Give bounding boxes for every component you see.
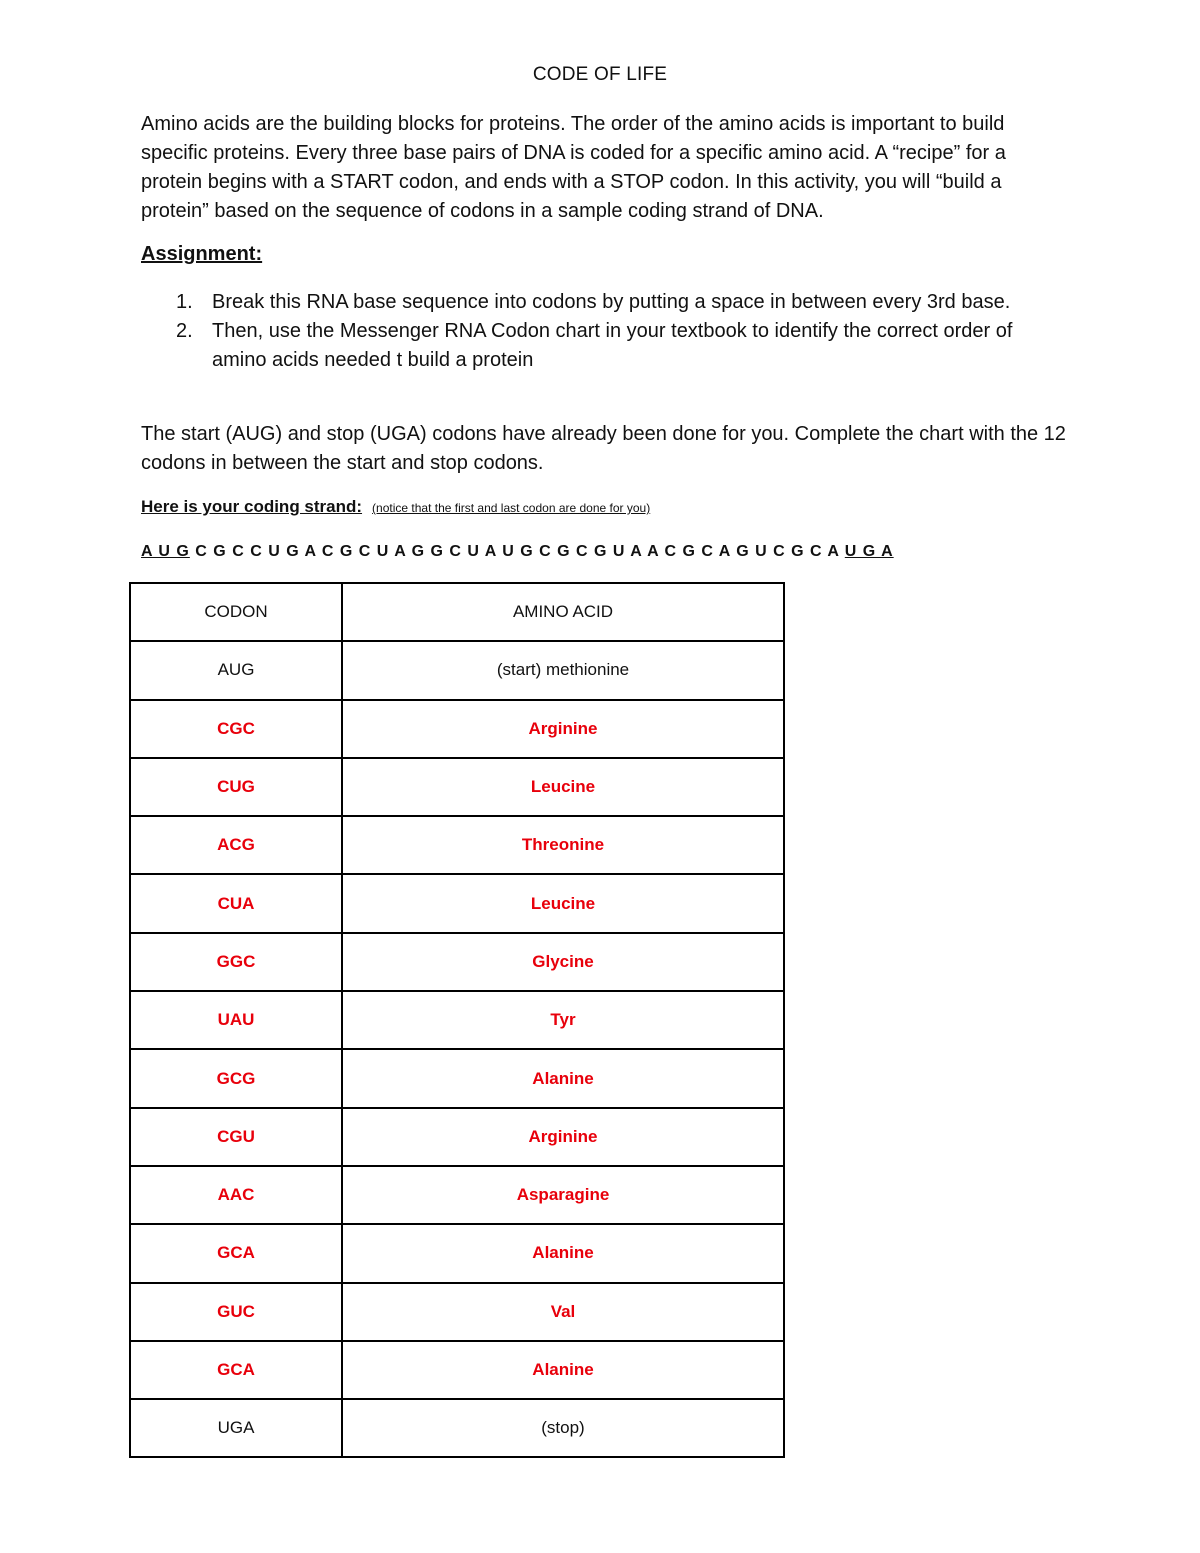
codon-cell: GCA bbox=[130, 1224, 342, 1282]
amino-acid-cell: (stop) bbox=[342, 1399, 784, 1457]
amino-acid-header: AMINO ACID bbox=[342, 583, 784, 641]
codon-cell: UAU bbox=[130, 991, 342, 1049]
amino-acid-cell: Leucine bbox=[342, 758, 784, 816]
codon-cell: AUG bbox=[130, 641, 342, 699]
assignment-steps bbox=[141, 288, 1071, 375]
codon-table bbox=[129, 582, 785, 1458]
step-text: Break this RNA base sequence into codons by putting a space in between every 3rd base. bbox=[212, 291, 1011, 313]
start-codon-bases: A U G bbox=[141, 543, 190, 560]
step-number: 2. bbox=[176, 320, 193, 342]
amino-acid-cell: Alanine bbox=[342, 1049, 784, 1107]
amino-acid-cell: (start) methionine bbox=[342, 641, 784, 699]
amino-acid-cell: Val bbox=[342, 1283, 784, 1341]
amino-acid-cell: Glycine bbox=[342, 933, 784, 991]
amino-acid-cell: Arginine bbox=[342, 1108, 784, 1166]
intro-paragraph: Amino acids are the building blocks for proteins. The order of the amino acids is important to build specific proteins. Every three base pairs of DNA is coded for a specific amino acid. A “recipe” for a protein begins with a START codon, and ends with a STOP codon. In this activity, you will “build a protein” based on the sequence of codons in a sample coding strand of DNA. bbox=[141, 113, 1006, 222]
step-item bbox=[141, 288, 1071, 317]
amino-acid-cell: Arginine bbox=[342, 700, 784, 758]
table-row bbox=[130, 758, 784, 816]
codon-cell: GCG bbox=[130, 1049, 342, 1107]
table-row bbox=[130, 991, 784, 1049]
table-row bbox=[130, 1166, 784, 1224]
step-text: Then, use the Messenger RNA Codon chart in your textbook to identify the correct order of amino acids needed t build a protein bbox=[212, 320, 1013, 371]
table-row bbox=[130, 700, 784, 758]
strand-heading-label: Here is your coding strand: bbox=[141, 497, 363, 516]
codon-cell: GCA bbox=[130, 1341, 342, 1399]
table-header-row bbox=[130, 583, 784, 641]
codon-cell: CUA bbox=[130, 874, 342, 932]
codon-cell: CUG bbox=[130, 758, 342, 816]
table-row bbox=[130, 1399, 784, 1457]
amino-acid-cell: Tyr bbox=[342, 991, 784, 1049]
codon-cell: GGC bbox=[130, 933, 342, 991]
codon-cell: UGA bbox=[130, 1399, 342, 1457]
instructions-note: The start (AUG) and stop (UGA) codons have already been done for you. Complete the chart with the 12 codons in between the start and stop codons. bbox=[141, 423, 1066, 474]
strand-hint: (notice that the first and last codon are done for you) bbox=[372, 501, 651, 515]
table-row bbox=[130, 1049, 784, 1107]
step-item bbox=[141, 317, 1071, 375]
codon-cell: GUC bbox=[130, 1283, 342, 1341]
table-row bbox=[130, 933, 784, 991]
codon-cell: CGC bbox=[130, 700, 342, 758]
coding-strand bbox=[141, 543, 894, 561]
table-row bbox=[130, 1108, 784, 1166]
strand-heading bbox=[141, 497, 650, 517]
table-row bbox=[130, 874, 784, 932]
stop-codon-bases: U G A bbox=[844, 543, 894, 560]
codon-header: CODON bbox=[130, 583, 342, 641]
table-row bbox=[130, 816, 784, 874]
table-row bbox=[130, 641, 784, 699]
table-row bbox=[130, 1283, 784, 1341]
amino-acid-cell: Alanine bbox=[342, 1341, 784, 1399]
codon-cell: AAC bbox=[130, 1166, 342, 1224]
table-row bbox=[130, 1224, 784, 1282]
codon-table-body bbox=[130, 641, 784, 1457]
amino-acid-cell: Threonine bbox=[342, 816, 784, 874]
amino-acid-cell: Asparagine bbox=[342, 1166, 784, 1224]
middle-bases: C G C C U G A C G C U A G G C U A U G C G C G U A A C G C A G U C G C A bbox=[189, 543, 845, 560]
step-number: 1. bbox=[176, 291, 193, 313]
amino-acid-cell: Leucine bbox=[342, 874, 784, 932]
assignment-heading: Assignment: bbox=[141, 243, 263, 265]
codon-cell: ACG bbox=[130, 816, 342, 874]
page-title: CODE OF LIFE bbox=[532, 64, 668, 85]
table-row bbox=[130, 1341, 784, 1399]
codon-cell: CGU bbox=[130, 1108, 342, 1166]
amino-acid-cell: Alanine bbox=[342, 1224, 784, 1282]
